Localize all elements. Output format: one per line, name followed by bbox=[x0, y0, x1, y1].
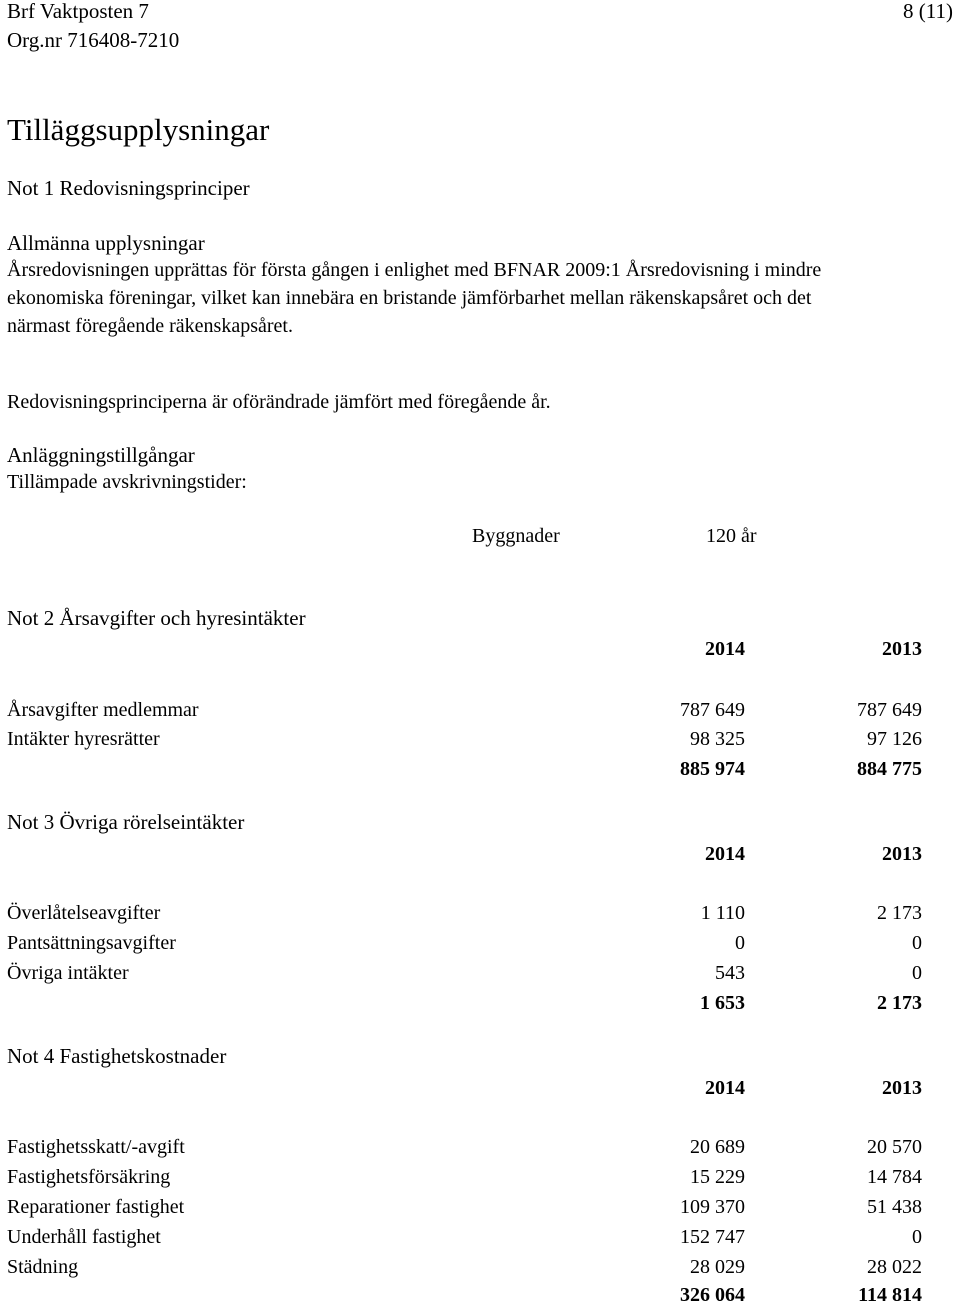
assets-text: Tillämpade avskrivningstider: bbox=[7, 471, 247, 493]
note3-row-2013: 0 bbox=[912, 932, 922, 954]
company-name: Brf Vaktposten 7 bbox=[7, 0, 149, 23]
general-line-1: Årsredovisningen upprättas för första gången i enlighet med BFNAR 2009:1 Årsredovisning i mindre bbox=[7, 259, 822, 281]
note4-row-label: Reparationer fastighet bbox=[7, 1196, 185, 1218]
depreciation-label: Byggnader bbox=[472, 525, 560, 547]
note4-year-2014: 2014 bbox=[705, 1077, 745, 1099]
note3-row-label: Pantsättningsavgifter bbox=[7, 932, 176, 954]
note4-row-2013: 0 bbox=[912, 1226, 922, 1248]
note3-row-2014: 1 110 bbox=[700, 902, 745, 924]
note4-row-2014: 28 029 bbox=[690, 1256, 745, 1278]
note2-row-label: Intäkter hyresrätter bbox=[7, 728, 160, 750]
note3-row-label: Överlåtelseavgifter bbox=[7, 902, 161, 924]
note2-row-2013: 97 126 bbox=[867, 728, 922, 750]
note2-year-2013: 2013 bbox=[882, 638, 922, 660]
note4-row-2014: 15 229 bbox=[690, 1166, 745, 1188]
org-number: Org.nr 716408-7210 bbox=[7, 28, 180, 52]
principles-text: Redovisningsprinciperna är oförändrade jämfört med föregående år. bbox=[7, 391, 551, 413]
note3-row-2014: 0 bbox=[735, 932, 745, 954]
note4-row-label: Underhåll fastighet bbox=[7, 1226, 161, 1248]
note2-row-2014: 787 649 bbox=[680, 699, 745, 721]
note3-year-2013: 2013 bbox=[882, 843, 922, 865]
note4-row-label: Städning bbox=[7, 1256, 79, 1278]
note2-row-2014: 98 325 bbox=[690, 728, 745, 750]
note4-row-label: Fastighetsförsäkring bbox=[7, 1166, 171, 1188]
note4-heading: Not 4 Fastighetskostnader bbox=[7, 1044, 227, 1068]
note4-total-2014: 326 064 bbox=[680, 1284, 745, 1306]
note1-heading: Not 1 Redovisningsprinciper bbox=[7, 176, 250, 200]
note3-row-2013: 0 bbox=[912, 962, 922, 984]
note2-year-2014: 2014 bbox=[705, 638, 745, 660]
note3-year-2014: 2014 bbox=[705, 843, 745, 865]
page-number: 8 (11) bbox=[903, 0, 953, 23]
note4-row-2014: 20 689 bbox=[690, 1136, 745, 1158]
general-line-2: ekonomiska föreningar, vilket kan innebära en bristande jämförbarhet mellan räkenskapsåret och det bbox=[7, 287, 812, 309]
note4-row-2013: 20 570 bbox=[867, 1136, 922, 1158]
note4-year-2013: 2013 bbox=[882, 1077, 922, 1099]
note3-heading: Not 3 Övriga rörelseintäkter bbox=[7, 810, 245, 834]
depreciation-value: 120 år bbox=[706, 525, 757, 547]
note4-row-2013: 51 438 bbox=[867, 1196, 922, 1218]
note3-total-2013: 2 173 bbox=[877, 992, 922, 1014]
note3-row-2013: 2 173 bbox=[877, 902, 922, 924]
page-title: Tilläggsupplysningar bbox=[7, 112, 270, 147]
note3-row-label: Övriga intäkter bbox=[7, 962, 129, 984]
note2-total-2014: 885 974 bbox=[680, 758, 745, 780]
note3-row-2014: 543 bbox=[715, 962, 745, 984]
assets-heading: Anläggningstillgångar bbox=[7, 443, 195, 467]
note4-row-2013: 28 022 bbox=[867, 1256, 922, 1278]
note2-heading: Not 2 Årsavgifter och hyresintäkter bbox=[7, 606, 306, 630]
note3-total-2014: 1 653 bbox=[700, 992, 745, 1014]
note4-row-2014: 152 747 bbox=[680, 1226, 745, 1248]
note4-row-2013: 14 784 bbox=[867, 1166, 922, 1188]
note4-total-2013: 114 814 bbox=[858, 1284, 922, 1306]
general-line-3: närmast föregående räkenskapsåret. bbox=[7, 315, 293, 337]
note2-row-2013: 787 649 bbox=[857, 699, 922, 721]
note4-row-label: Fastighetsskatt/-avgift bbox=[7, 1136, 185, 1158]
general-heading: Allmänna upplysningar bbox=[7, 231, 205, 255]
note2-total-2013: 884 775 bbox=[857, 758, 922, 780]
note4-row-2014: 109 370 bbox=[680, 1196, 745, 1218]
note2-row-label: Årsavgifter medlemmar bbox=[7, 699, 199, 721]
